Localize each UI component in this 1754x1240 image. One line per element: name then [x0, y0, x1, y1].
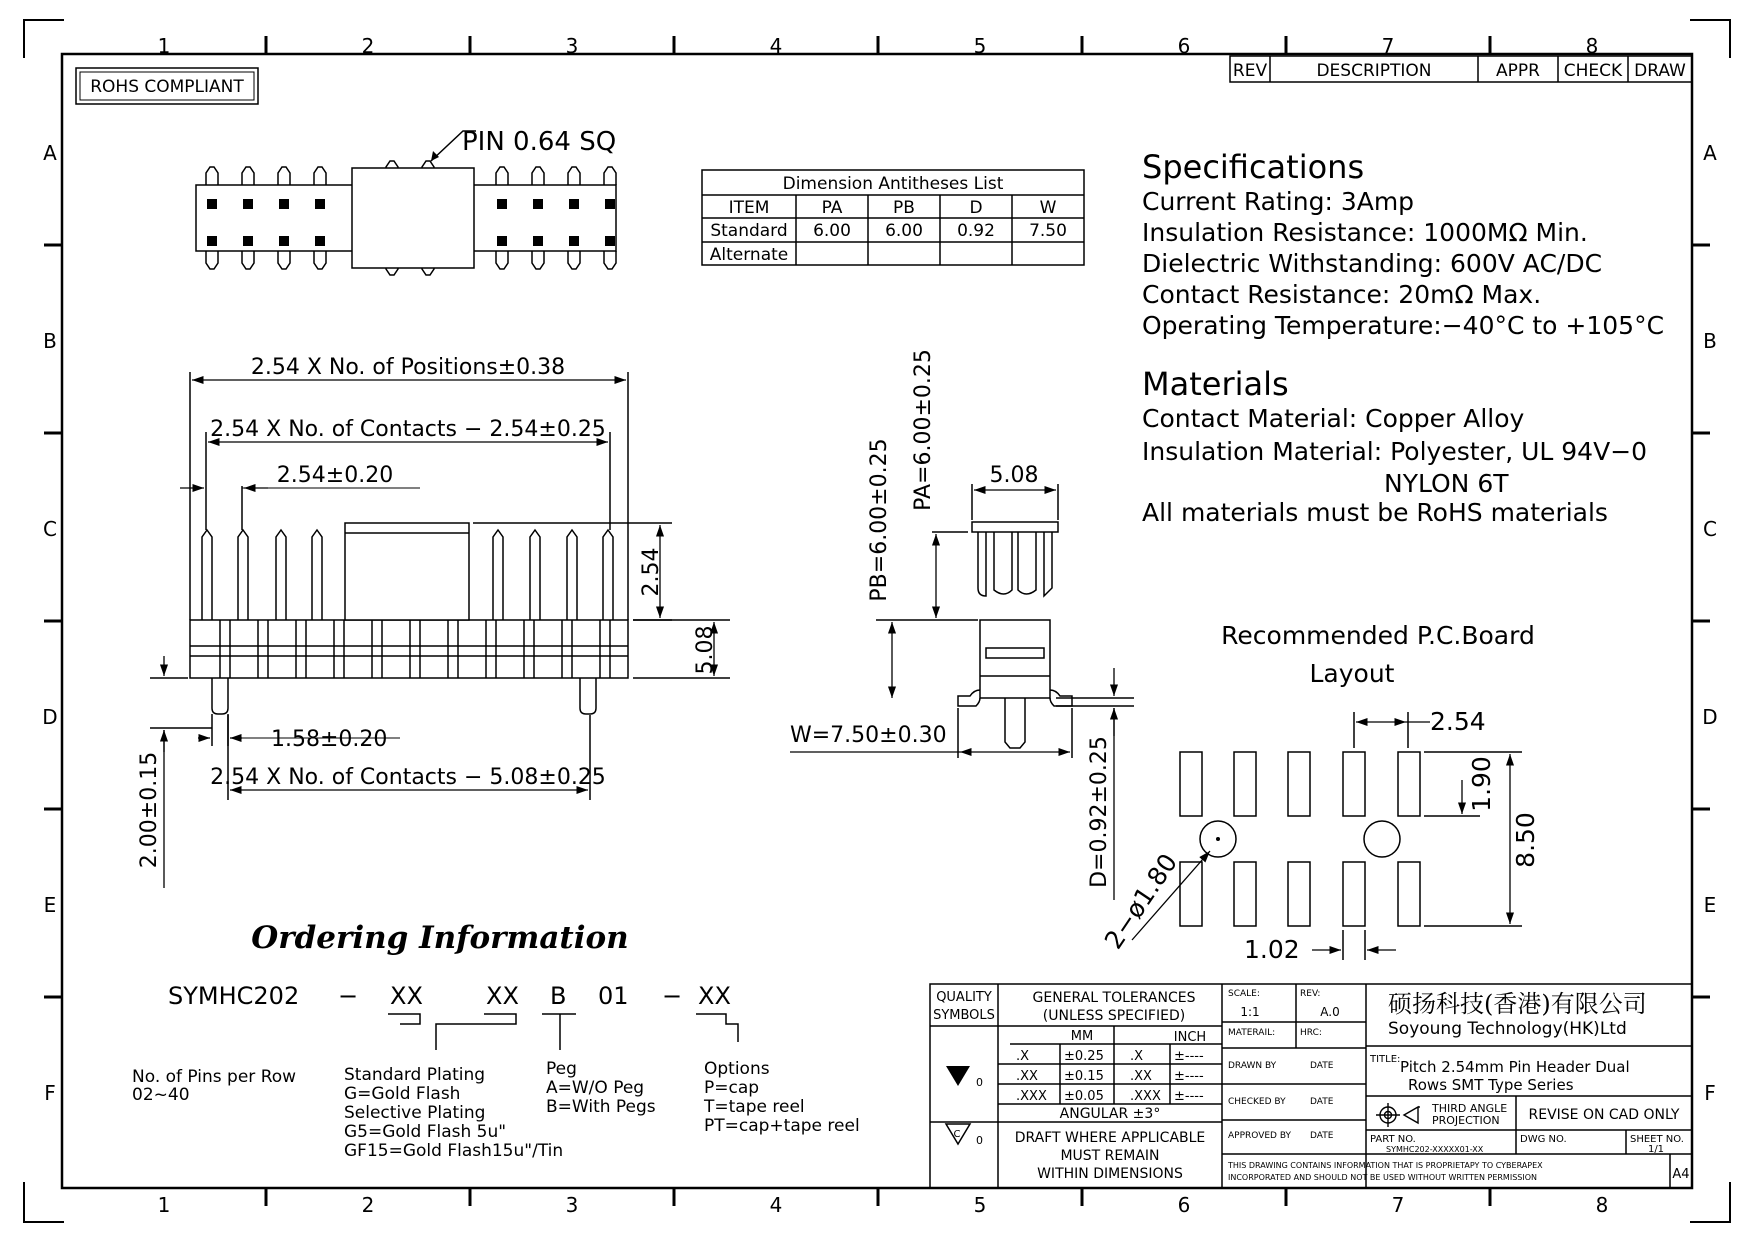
col-label: 5 — [973, 1193, 987, 1217]
order-col2-line: G=Gold Flash — [344, 1084, 461, 1104]
col-label: 8 — [1585, 34, 1599, 58]
hrc-label: HRC: — [1300, 1028, 1322, 1038]
dim-pb: PB=6.00±0.25 — [867, 438, 892, 602]
dim-table-cell: Standard — [710, 221, 788, 241]
order-code-peg: B — [550, 982, 567, 1010]
col-label: 8 — [1595, 1193, 1609, 1217]
pcb-layout — [1180, 712, 1522, 960]
third-angle-label: THIRD ANGLE — [1432, 1102, 1508, 1115]
angular-tol: ANGULAR ±3° — [1059, 1106, 1161, 1122]
tol-cell: ±0.25 — [1064, 1049, 1104, 1064]
projection-label: PROJECTION — [1432, 1114, 1500, 1127]
col-label: 7 — [1381, 34, 1395, 58]
col-label: 7 — [1391, 1193, 1405, 1217]
dim-table-header: ITEM — [728, 198, 770, 218]
dim-pitch: 2.54±0.20 — [276, 463, 394, 488]
title-label: TITLE: — [1370, 1054, 1401, 1065]
dim-table-cell: 6.00 — [813, 221, 851, 241]
dwg-no-label: DWG NO. — [1520, 1134, 1567, 1145]
order-col3-line: Peg — [546, 1059, 577, 1079]
order-col4-line: Options — [704, 1059, 770, 1079]
side-view-dims — [790, 490, 1114, 900]
rev-header: REV — [1232, 61, 1268, 81]
part-no: SYMHC202-XXXXX01-XX — [1386, 1145, 1484, 1154]
tol-cell: ±0.05 — [1064, 1089, 1104, 1104]
col-label: 4 — [769, 1193, 783, 1217]
spec-line: Dielectric Withstanding: 600V AC/DC — [1142, 249, 1603, 278]
row-label: C — [43, 517, 57, 541]
dim-table-title: Dimension Antitheses List — [782, 174, 1004, 194]
order-code-01: 01 — [598, 982, 629, 1010]
dim-158: 1.58±0.20 — [271, 727, 388, 752]
pcb-title-2: Layout — [1309, 659, 1395, 688]
tol-cell: .X — [1016, 1049, 1030, 1064]
order-code-dash: − — [338, 982, 359, 1010]
check-header: CHECK — [1563, 61, 1623, 81]
approved-by-label: APPROVED BY — [1228, 1131, 1292, 1141]
tol-cell: .XXX — [1130, 1089, 1161, 1104]
rohs-label: ROHS COMPLIANT — [90, 77, 244, 97]
description-header: DESCRIPTION — [1316, 61, 1432, 81]
dim-table-header: PA — [821, 198, 843, 218]
company-name-cn: 硕扬科技(香港)有限公司 — [1388, 990, 1647, 1018]
row-label: F — [44, 1081, 56, 1105]
col-label: 1 — [157, 34, 171, 58]
draft-line: MUST REMAIN — [1060, 1148, 1160, 1164]
gen-tol-sub: (UNLESS SPECIFIED) — [1042, 1008, 1186, 1024]
front-view-dims — [164, 380, 714, 888]
dim-table-cell: Alternate — [709, 245, 789, 265]
material-line: Contact Material: Copper Alloy — [1142, 404, 1525, 433]
quality-symbols-icons — [946, 1066, 970, 1144]
dim-table-cell: 0.92 — [957, 221, 995, 241]
order-col2-line: GF15=Gold Flash15u"/Tin — [344, 1141, 564, 1161]
tol-cell: ±---- — [1174, 1069, 1204, 1084]
sheet-no: 1/1 — [1647, 1144, 1665, 1155]
order-col4-line: P=cap — [704, 1078, 760, 1098]
scale-value: 1:1 — [1240, 1005, 1260, 1019]
pcb-dim-254: 2.54 — [1430, 707, 1486, 736]
dim-pa: PA=6.00±0.25 — [911, 349, 936, 511]
dim-w: W=7.50±0.30 — [790, 723, 947, 748]
tol-cell: .X — [1130, 1049, 1144, 1064]
sheet-size: A4 — [1672, 1167, 1690, 1182]
tol-cell: ±---- — [1174, 1049, 1204, 1064]
order-col2-line: Standard Plating — [344, 1065, 486, 1085]
order-code-options: XX — [698, 982, 731, 1010]
dim-254-vertical: 2.54 — [639, 547, 664, 597]
material-line: Insulation Material: Polyester, UL 94V−0 — [1142, 437, 1648, 466]
rev-label: REV: — [1300, 989, 1321, 999]
col-label: 5 — [973, 34, 987, 58]
drawing-title-1: Pitch 2.54mm Pin Header Dual — [1400, 1058, 1630, 1076]
third-angle-icon — [1376, 1103, 1426, 1127]
order-col4-line: T=tape reel — [704, 1097, 805, 1117]
row-label: F — [1704, 1081, 1716, 1105]
pcb-dim-102: 1.02 — [1244, 935, 1300, 964]
tol-cell: .XX — [1016, 1069, 1038, 1084]
pcb-dim-850: 8.50 — [1511, 812, 1540, 868]
part-no-label: PART NO. — [1370, 1134, 1416, 1145]
dim-positions: 2.54 X No. of Positions±0.38 — [250, 355, 566, 380]
dim-side-508: 5.08 — [989, 463, 1039, 488]
pcb-title-1: Recommended P.C.Board — [1221, 621, 1535, 650]
order-col1-line: 02~40 — [132, 1085, 190, 1105]
material-line: All materials must be RoHS materials — [1142, 498, 1608, 527]
svg-text:C: C — [953, 1129, 961, 1140]
dim-table-cell: 6.00 — [885, 221, 923, 241]
quality-symbol-1: 0 — [976, 1076, 983, 1089]
drawn-date-label: DATE — [1310, 1061, 1334, 1071]
order-col1-line: No. of Pins per Row — [132, 1067, 297, 1087]
proprietary-note: INCORPORATED AND SHOULD NOT BE USED WITHOUT WRITTEN PERMISSION — [1228, 1173, 1537, 1182]
draw-header: DRAW — [1634, 61, 1686, 81]
spec-line: Operating Temperature:−40°C to +105°C — [1142, 311, 1665, 340]
drawing-title-2: Rows SMT Type Series — [1408, 1076, 1574, 1094]
revision-block — [1230, 56, 1692, 82]
dim-200-vertical: 2.00±0.15 — [137, 751, 162, 869]
pcb-dim-190: 1.90 — [1467, 756, 1496, 812]
material-line: NYLON 6T — [1384, 469, 1509, 498]
dim-table-header: W — [1039, 198, 1057, 218]
mm-header: MM — [1070, 1029, 1094, 1044]
sheet-no-label: SHEET NO. — [1630, 1134, 1684, 1145]
pin-size-label: PIN 0.64 SQ — [462, 127, 617, 157]
row-label: A — [1703, 141, 1717, 165]
rev-value: A.0 — [1320, 1005, 1340, 1019]
tol-cell: .XXX — [1016, 1089, 1047, 1104]
rohs-stamp — [76, 68, 258, 104]
row-label: B — [1703, 329, 1717, 353]
quality-label: QUALITY — [936, 990, 992, 1005]
col-label: 1 — [157, 1193, 171, 1217]
tol-cell: .XX — [1130, 1069, 1152, 1084]
drawn-by-label: DRAWN BY — [1228, 1061, 1277, 1071]
appr-header: APPR — [1496, 61, 1540, 81]
order-col4-line: PT=cap+tape reel — [704, 1116, 860, 1136]
specs-title: Specifications — [1142, 148, 1365, 186]
row-label: E — [43, 893, 57, 917]
pcb-dim-180: 2−ø1.80 — [1098, 848, 1184, 955]
tol-cell: ±---- — [1174, 1089, 1204, 1104]
tol-cell: ±0.15 — [1064, 1069, 1104, 1084]
approved-date-label: DATE — [1310, 1131, 1334, 1141]
order-col2-line: Selective Plating — [344, 1103, 486, 1123]
row-label: C — [1703, 517, 1717, 541]
order-code-plating: XX — [486, 982, 519, 1010]
draft-line: DRAFT WHERE APPLICABLE — [1014, 1130, 1206, 1146]
proprietary-note: THIS DRAWING CONTAINS INFORMATION THAT IS PROPRIETAPY TO CYBERAPEX — [1228, 1161, 1543, 1170]
company-name-en: Soyoung Technology(HK)Ltd — [1388, 1019, 1627, 1039]
dim-d: D=0.92±0.25 — [1087, 736, 1112, 888]
pcb-centers — [1216, 837, 1220, 841]
spec-line: Contact Resistance: 20mΩ Max. — [1142, 280, 1542, 309]
col-label: 3 — [565, 1193, 579, 1217]
dim-table-header: D — [969, 198, 983, 218]
row-label: D — [42, 705, 58, 729]
row-label: B — [43, 329, 57, 353]
col-label: 2 — [361, 34, 375, 58]
spec-line: Current Rating: 3Amp — [1142, 187, 1415, 216]
spec-line: Insulation Resistance: 1000MΩ Min. — [1142, 218, 1588, 247]
draft-line: WITHIN DIMENSIONS — [1037, 1166, 1183, 1182]
col-label: 6 — [1177, 34, 1191, 58]
row-label: E — [1703, 893, 1717, 917]
order-col3-line: A=W/O Peg — [546, 1078, 645, 1098]
side-view — [876, 484, 1134, 758]
row-label: A — [43, 141, 57, 165]
dim-contacts-minus-254: 2.54 X No. of Contacts − 2.54±0.25 — [210, 417, 606, 442]
quality-symbol-2: 0 — [976, 1134, 983, 1147]
scale-label: SCALE: — [1228, 989, 1260, 999]
gen-tol-title: GENERAL TOLERANCES — [1032, 990, 1196, 1006]
col-label: 4 — [769, 34, 783, 58]
dim-table-cell: 7.50 — [1029, 221, 1067, 241]
material-label: MATERAIL: — [1228, 1028, 1276, 1038]
checked-date-label: DATE — [1310, 1097, 1334, 1107]
row-label: D — [1702, 705, 1718, 729]
col-label: 2 — [361, 1193, 375, 1217]
dim-table-header: PB — [893, 198, 915, 218]
triangle-filled-icon — [946, 1066, 970, 1086]
dim-contacts-minus-508: 2.54 X No. of Contacts − 5.08±0.25 — [210, 765, 606, 790]
col-label: 6 — [1177, 1193, 1191, 1217]
dim-508-vertical: 5.08 — [693, 625, 718, 675]
revise-note: REVISE ON CAD ONLY — [1528, 1107, 1680, 1123]
col-label: 3 — [565, 34, 579, 58]
order-col2-line: G5=Gold Flash 5u" — [344, 1122, 507, 1142]
order-code-pins: XX — [390, 982, 423, 1010]
order-col3-line: B=With Pegs — [546, 1097, 656, 1117]
order-code-base: SYMHC202 — [168, 982, 300, 1010]
order-code-dash: − — [662, 982, 683, 1010]
pcb-dims — [1132, 722, 1510, 950]
checked-by-label: CHECKED BY — [1228, 1097, 1286, 1107]
materials-title: Materials — [1142, 365, 1289, 403]
inch-header: INCH — [1173, 1030, 1207, 1045]
ordering-leaders — [388, 1014, 738, 1050]
symbols-label: SYMBOLS — [933, 1008, 995, 1023]
ordering-title: Ordering Information — [251, 920, 629, 956]
